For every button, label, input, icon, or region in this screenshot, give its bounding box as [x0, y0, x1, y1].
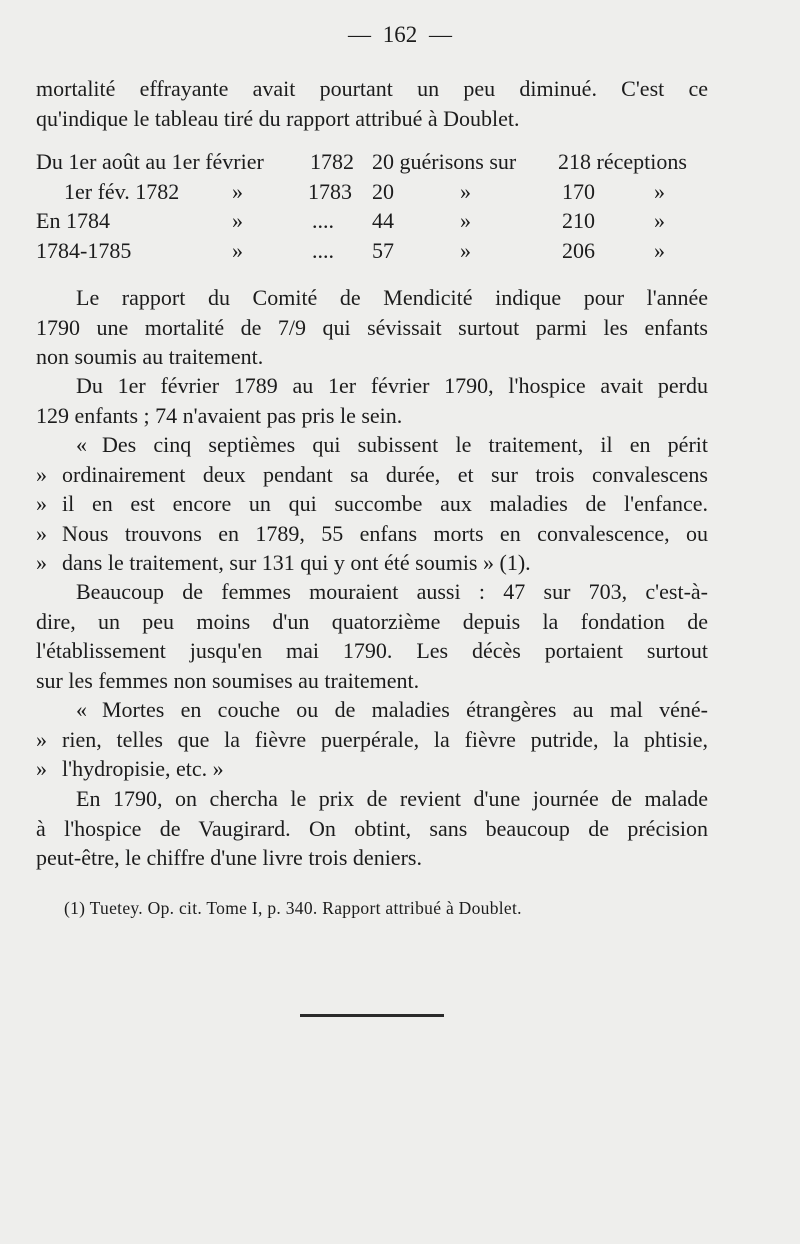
quote-text: Nous trouvons en 1789, 55 enfans morts en convalescence, ou: [62, 520, 708, 546]
quote-text: ordinairement deux pendant sa durée, et sur trois convalescens: [62, 461, 708, 487]
table-cell-ditto: »: [654, 178, 665, 204]
table-cell-total: 218 réceptions: [558, 149, 687, 174]
intro-paragraph: [36, 74, 708, 133]
text-line: En 1790, on chercha le prix de revient d'une journée de malade: [76, 786, 708, 811]
paragraph-women: [36, 577, 708, 695]
quote-deaths: [36, 695, 708, 784]
quote-text: l'hydropisie, etc. »: [62, 756, 224, 781]
table-row: [36, 147, 716, 177]
text-line: [36, 489, 708, 519]
footnote: (1) Tuetey. Op. cit. Tome I, p. 340. Rapport attribué à Doublet.: [64, 898, 522, 918]
quote-text: il en est encore un qui succombe aux maladies de l'enfance.: [62, 491, 708, 516]
text-line: non soumis au traitement.: [36, 344, 264, 369]
table-cell-period: 1784-1785: [36, 237, 132, 263]
paragraph-children: [36, 371, 708, 430]
table-cell-count: 44: [372, 208, 394, 233]
table-cell-ditto: »: [232, 208, 243, 233]
text-line: mortalité effrayante avait pourtant un peu diminué. C'est ce: [36, 76, 708, 101]
paragraph-cost: [36, 784, 708, 873]
table-cell-ditto: »: [460, 237, 471, 263]
quote-text: Mortes en couche ou de maladies étrangères au mal véné-: [102, 697, 708, 722]
table-cell-ditto: »: [232, 237, 243, 263]
table-cell-period: Du 1er août au 1er février: [36, 149, 264, 174]
table-cell-ditto: »: [460, 178, 471, 204]
statistics-table: [36, 147, 716, 265]
table-cell-period: En 1784: [36, 208, 110, 233]
table-cell-ditto: »: [460, 208, 471, 233]
text-line: sur les femmes non soumises au traitement.: [36, 667, 420, 693]
text-line: à l'hospice de Vaugirard. On obtint, sans beaucoup de précision: [36, 815, 708, 841]
quote-mark: »: [36, 520, 47, 546]
page-number: — 162 —: [348, 22, 452, 47]
quote-mark: «: [76, 432, 87, 457]
text-line: dire, un peu moins d'un quatorzième depuis la fondation de: [36, 608, 708, 634]
table-cell-count: 20: [372, 178, 394, 204]
table-cell-year: 1783: [308, 178, 352, 204]
table-cell-total: 210: [562, 208, 595, 233]
text-line: Beaucoup de femmes mouraient aussi : 47 sur 703, c'est-à-: [76, 579, 708, 604]
paragraph-mortality: [36, 283, 708, 372]
quote-mark: »: [36, 726, 47, 752]
text-line: [36, 725, 708, 755]
text-line: qu'indique le tableau tiré du rapport attribué à Doublet.: [36, 105, 520, 131]
text-line: 1790 une mortalité de 7/9 qui sévissait surtout parmi les enfants: [36, 314, 708, 340]
text-line: Du 1er février 1789 au 1er février 1790, l'hospice avait perdu: [76, 373, 708, 398]
text-line: [36, 695, 708, 725]
divider-rule: [300, 1014, 444, 1017]
text-line: [36, 548, 708, 578]
quote-text: dans le traitement, sur 131 qui y ont été soumis » (1).: [62, 550, 531, 575]
text-line: peut-être, le chiffre d'une livre trois deniers.: [36, 845, 422, 870]
text-line: [36, 519, 708, 549]
quote-mark: »: [36, 550, 47, 575]
text-line: 129 enfants ; 74 n'avaient pas pris le sein.: [36, 402, 403, 428]
table-row: [36, 177, 716, 207]
quote-mark: »: [36, 461, 47, 487]
table-cell-ditto: »: [654, 208, 665, 233]
table-cell-total: 206: [562, 237, 595, 263]
quote-text: rien, telles que la fièvre puerpérale, la fièvre putride, la phtisie,: [62, 726, 708, 752]
page-number-value: 162: [382, 22, 418, 47]
table-cell-count: 57: [372, 237, 394, 263]
quote-committee: [36, 430, 708, 578]
text-line: [36, 754, 708, 784]
quote-mark: «: [76, 697, 87, 722]
text-line: l'établissement jusqu'en mai 1790. Les décès portaient surtout: [36, 638, 708, 663]
quote-mark: »: [36, 756, 47, 781]
text-line: [36, 460, 708, 490]
text-line: [36, 430, 708, 460]
table-cell-total: 170: [562, 178, 595, 204]
quote-text: Des cinq septièmes qui subissent le traitement, il en périt: [102, 432, 708, 457]
table-row: [36, 236, 716, 266]
table-cell-ditto: »: [232, 178, 243, 204]
table-cell-period: 1er fév. 1782: [64, 178, 180, 204]
quote-mark: »: [36, 491, 47, 516]
table-cell-year: 1782: [310, 149, 354, 174]
table-cell-year: ....: [312, 208, 334, 233]
table-cell-count: 20 guérisons sur: [372, 149, 517, 174]
table-row: [36, 206, 716, 236]
table-cell-ditto: »: [654, 237, 665, 263]
table-cell-year: ....: [312, 237, 334, 263]
text-line: Le rapport du Comité de Mendicité indique pour l'année: [76, 285, 708, 310]
